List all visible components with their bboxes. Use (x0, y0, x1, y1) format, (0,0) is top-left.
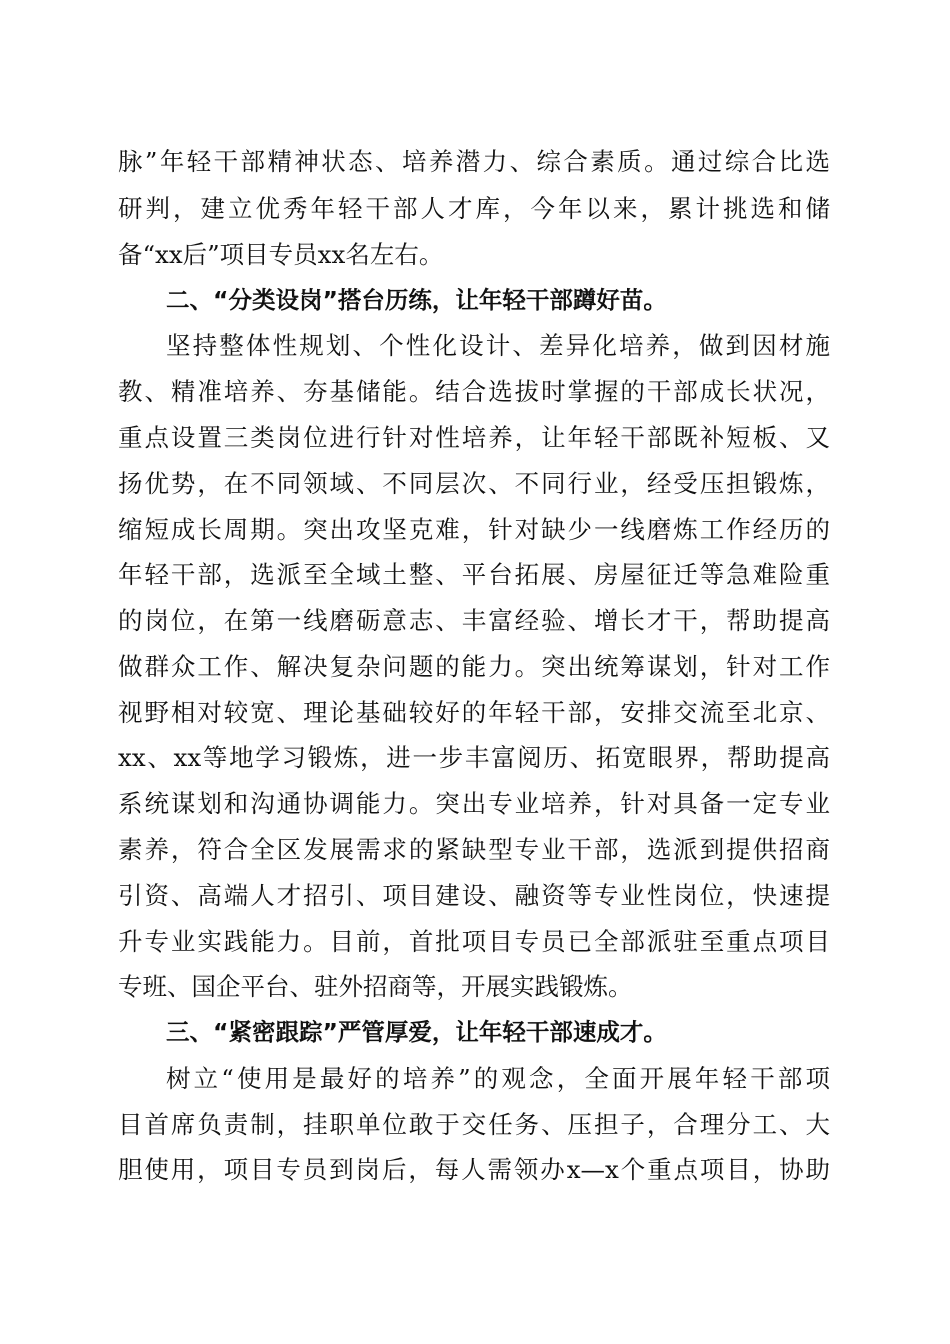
paragraph-line: 胆使用，项目专员到岗后，每人需领办x—x个重点项目，协助 (118, 1155, 830, 1184)
paragraph-line: 备“xx后”项目专员xx名左右。 (118, 240, 444, 269)
paragraph-line: 视野相对较宽、理论基础较好的年轻干部，安排交流至北京、 (118, 698, 830, 727)
paragraph-line: 做群众工作、解决复杂问题的能力。突出统筹谋划，针对工作 (118, 652, 830, 681)
paragraph-line: xx、xx等地学习锻炼，进一步丰富阅历、拓宽眼界，帮助提高 (118, 743, 830, 772)
paragraph-line: 素养，符合全区发展需求的紧缺型专业干部，选派到提供招商 (118, 835, 830, 864)
paragraph-line: 年轻干部，选派至全域土整、平台拓展、房屋征迁等急难险重 (118, 560, 830, 589)
paragraph-line: 引资、高端人才招引、项目建设、融资等专业性岗位，快速提 (118, 881, 830, 910)
paragraph-line: 脉”年轻干部精神状态、培养潜力、综合素质。通过综合比选 (118, 147, 830, 176)
paragraph-line: 目首席负责制，挂职单位敢于交任务、压担子，合理分工、大 (118, 1110, 830, 1139)
paragraph-line: 升专业实践能力。目前，首批项目专员已全部派驻至重点项目 (118, 927, 830, 956)
paragraph-first-line: 树立“使用是最好的培养”的观念，全面开展年轻干部项 (166, 1064, 830, 1093)
paragraph-line: 重点设置三类岗位进行针对性培养，让年轻干部既补短板、又 (118, 423, 830, 452)
paragraph-line: 的岗位，在第一线磨砺意志、丰富经验、增长才干，帮助提高 (118, 606, 830, 635)
paragraph-line: 专班、国企平台、驻外招商等，开展实践锻炼。 (118, 972, 633, 1001)
paragraph-line: 扬优势，在不同领域、不同层次、不同行业，经受压担锻炼， (118, 469, 830, 498)
paragraph-line: 系统谋划和沟通协调能力。突出专业培养，针对具备一定专业 (118, 789, 830, 818)
paragraph-line: 缩短成长周期。突出攻坚克难，针对缺少一线磨炼工作经历的 (118, 515, 830, 544)
paragraph-first-line: 坚持整体性规划、个性化设计、差异化培养，做到因材施 (166, 331, 830, 360)
paragraph-line: 教、精准培养、夯基储能。结合选拔时掌握的干部成长状况， (118, 377, 830, 406)
section-heading-2: 二、“分类设岗”搭台历练，让年轻干部蹲好苗。 (166, 286, 667, 314)
section-heading-3: 三、“紧密跟踪”严管厚爱，让年轻干部速成才。 (166, 1018, 667, 1046)
paragraph-line: 研判，建立优秀年轻干部人才库，今年以来，累计挑选和储 (118, 194, 830, 223)
